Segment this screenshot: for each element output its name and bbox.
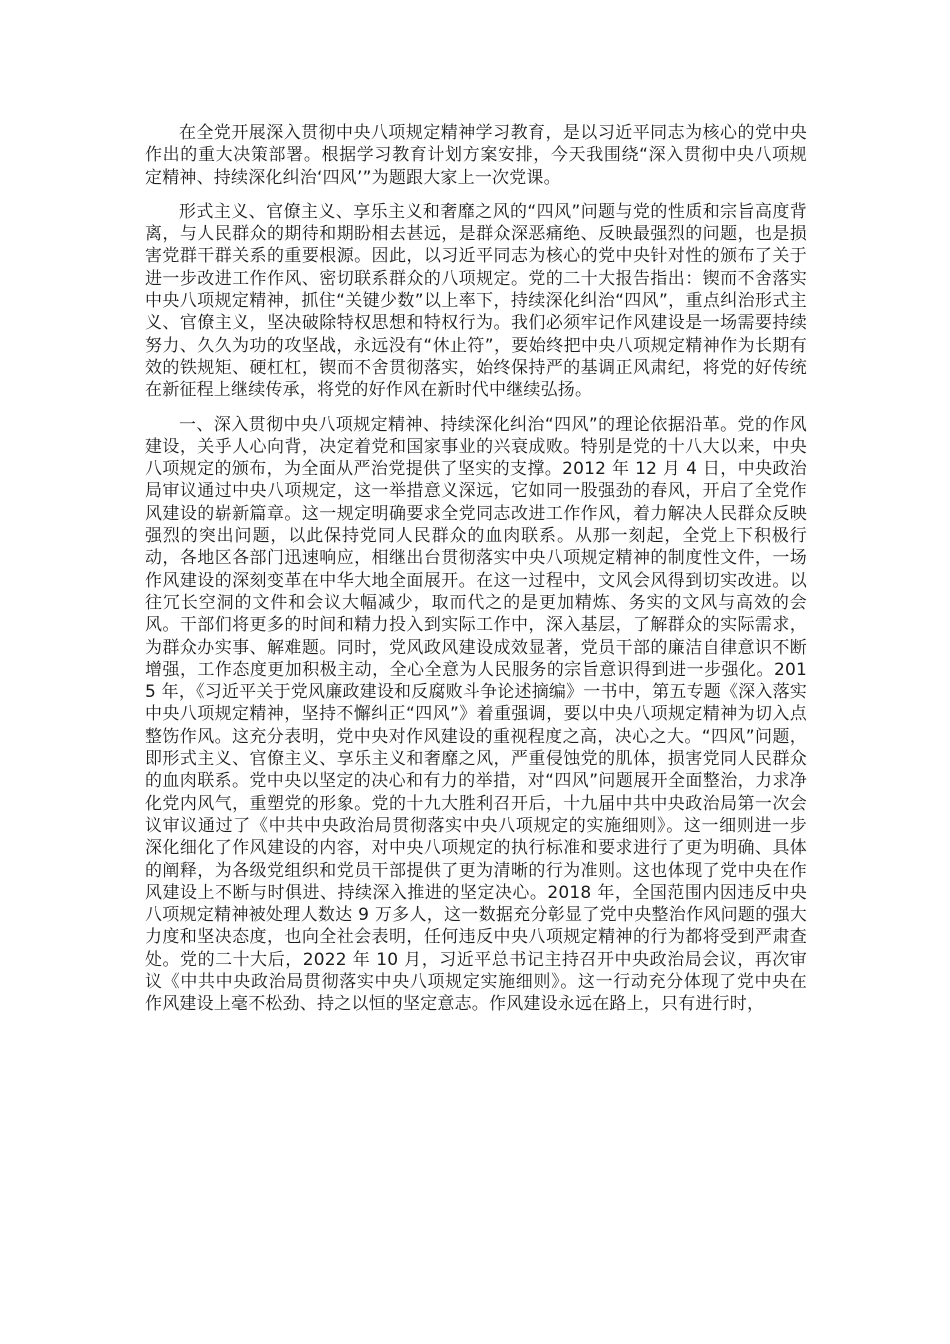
paragraph-four-winds: 形式主义、官僚主义、享乐主义和奢靡之风的“四风”问题与党的性质和宗旨高度背离，与人民群众的期待和期盼相去甚远，是群众深恶痛绝、反映最强烈的问题，也是损害党群干群关系的重要根源。因此，以习近平同志为核心的党中央针对性的颁布了关于进一步改进工作作风、密切联系群众的八项规定。党的二十大报告指出：锲而不舍落实中央八项规定精神，抓住“关键少数”以上率下，持续深化纠治“四风”，重点纠治形式主义、官僚主义，坚决破除特权思想和特权行为。我们必须牢记作风建设是一场需要持续努力、久久为功的攻坚战，永远没有“休止符”，要始终把中央八项规定精神作为长期有效的铁规矩、硬杠杠，锲而不舍贯彻落实，始终保持严的基调正风肃纪，将党的好传统在新征程上继续传承，将党的好作风在新时代中继续弘扬。: [145, 201, 807, 401]
paragraph-section-one: 一、深入贯彻中央八项规定精神、持续深化纠治“四风”的理论依据沿革。党的作风建设，关乎人心向背，决定着党和国家事业的兴衰成败。特别是党的十八大以来，中央八项规定的颁布，为全面从严治党提供了坚实的支撑。2012 年 12 月 4 日，中央政治局审议通过中央八项规定，这一举措意义深远，它如同一股强劲的春风，开启了全党作风建设的崭新篇章。这一规定明确要求全党同志改进工作作风，着力解决人民群众反映强烈的突出问题，以此保持党同人民群众的血肉联系。从那一刻起，全党上下积极行动，各地区各部门迅速响应，相继出台贯彻落实中央八项规定精神的制度性文件，一场作风建设的深刻变革在中华大地全面展开。在这一过程中，文风会风得到切实改进。以往冗长空洞的文件和会议大幅减少，取而代之的是更加精炼、务实的文风与高效的会风。干部们将更多的时间和精力投入到实际工作中，深入基层，了解群众的实际需求，为群众办实事、解难题。同时，党风政风建设成效显著，党员干部的廉洁自律意识不断增强，工作态度更加积极主动，全心全意为人民服务的宗旨意识得到进一步强化。2015 年，《习近平关于党风廉政建设和反腐败斗争论述摘编》一书中，第五专题《深入落实中央八项规定精神，坚持不懈纠正“四风”》着重强调，要以中央八项规定精神为切入点整饬作风。这充分表明，党中央对作风建设的重视程度之高，决心之大。“四风”问题，即形式主义、官僚主义、享乐主义和奢靡之风，严重侵蚀党的肌体，损害党同人民群众的血肉联系。党中央以坚定的决心和有力的举措，对“四风”问题展开全面整治，力求净化党内风气，重塑党的形象。党的十九大胜利召开后，十九届中共中央政治局第一次会议审议通过了《中共中央政治局贯彻落实中央八项规定的实施细则》。这一细则进一步深化细化了作风建设的内容，对中央八项规定的执行标准和要求进行了更为明确、具体的阐释，为各级党组织和党员干部提供了更为清晰的行为准则。这也体现了党中央在作风建设上不断与时俱进、持续深入推进的坚定决心。2018 年，全国范围内因违反中央八项规定精神被处理人数达 9 万多人，这一数据充分彰显了党中央整治作风问题的强大力度和坚决态度，也向全社会表明，任何违反中央八项规定精神的行为都将受到严肃查处。党的二十大后，2022 年 10 月，习近平总书记主持召开中央政治局会议，再次审议《中共中央政治局贯彻落实中央八项规定实施细则》。这一行动充分体现了党中央在作风建设上毫不松劲、持之以恒的坚定意志。作风建设永远在路上，只有进行时，: [145, 414, 807, 1015]
document-page: [145, 122, 807, 1028]
paragraph-intro: 在全党开展深入贯彻中央八项规定精神学习教育，是以习近平同志为核心的党中央作出的重大决策部署。根据学习教育计划方案安排，今天我围绕“深入贯彻中央八项规定精神、持续深化纠治‘四风’”为题跟大家上一次党课。: [145, 123, 807, 188]
